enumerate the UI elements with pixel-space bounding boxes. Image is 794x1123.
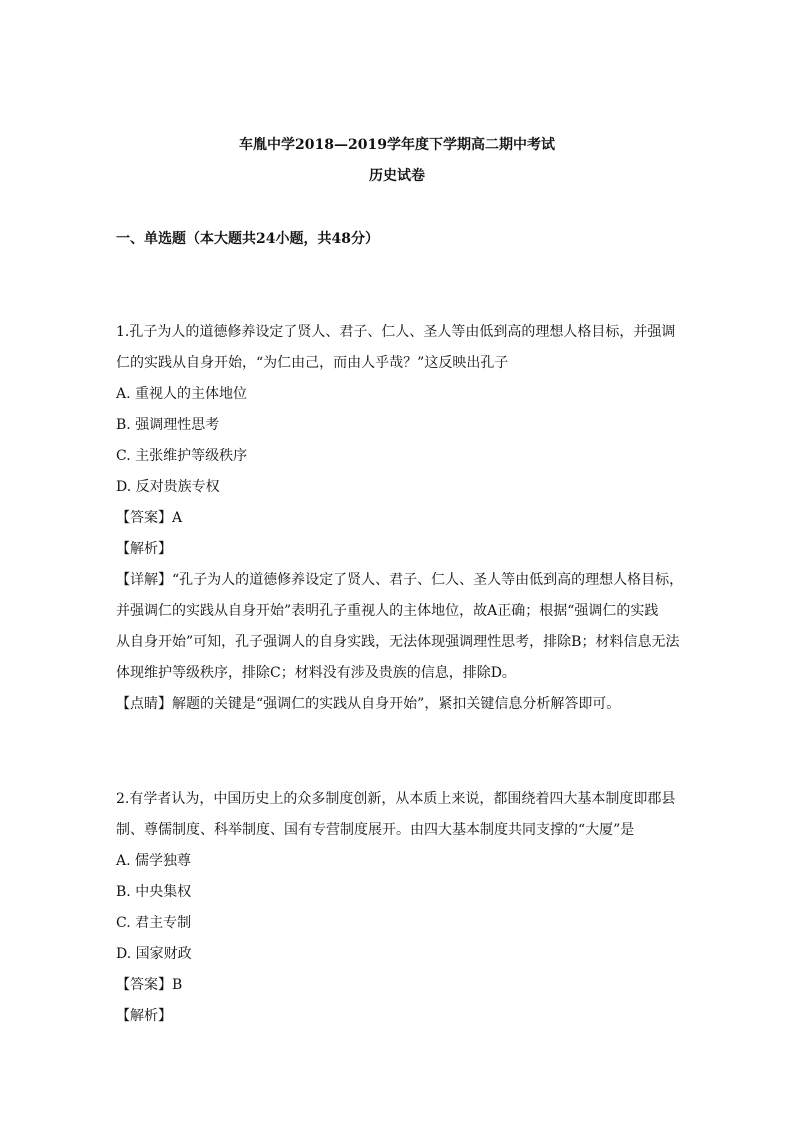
- analysis-label: 【解析】: [116, 541, 172, 557]
- answer: 【答案】B: [116, 977, 183, 993]
- analysis-label: 【解析】: [116, 1008, 172, 1024]
- option-d: D. 国家财政: [116, 946, 192, 962]
- detail-line: 并强调仁的实践从自身开始”表明孔子重视人的主体地位，故A正确；根据“强调仁的实践: [116, 603, 659, 619]
- exam-subtitle: 历史试卷: [369, 168, 425, 184]
- tip: 【点睛】解题的关键是“强调仁的实践从自身开始”，紧扣关键信息分析解答即可。: [116, 696, 621, 712]
- question-stem-line: 2.有学者认为，中国历史上的众多制度创新，从本质上来说，都围绕着四大基本制度即郡县: [116, 791, 676, 807]
- option-a: A. 儒学独尊: [116, 853, 192, 869]
- question-1: [116, 317, 684, 720]
- option-d: D. 反对贵族专权: [116, 479, 220, 495]
- detail-line: 【详解】“孔子为人的道德修养设定了贤人、君子、仁人、圣人等由低到高的理想人格目标，: [116, 572, 684, 588]
- option-b: B. 强调理性思考: [116, 417, 220, 433]
- section-heading: 一、单选题（本大题共24小题，共48分）: [116, 231, 379, 247]
- answer: 【答案】A: [116, 510, 183, 526]
- detail-line: 体现维护等级秩序，排除C；材料没有涉及贵族的信息，排除D。: [116, 665, 516, 681]
- option-c: C. 主张维护等级秩序: [116, 448, 248, 464]
- question-stem-line: 制、尊儒制度、科举制度、国有专营制度展开。由四大基本制度共同支撑的“大厦”是: [116, 822, 635, 838]
- question-stem-line: 仁的实践从自身开始，“为仁由己，而由人乎哉？”这反映出孔子: [116, 355, 509, 371]
- option-a: A. 重视人的主体地位: [116, 386, 248, 402]
- question-stem-line: 1.孔子为人的道德修养设定了贤人、君子、仁人、圣人等由低到高的理想人格目标，并强调: [116, 324, 676, 340]
- option-b: B. 中央集权: [116, 884, 192, 900]
- exam-title: 车胤中学2018—2019学年度下学期高二期中考试: [239, 137, 555, 153]
- question-2: [116, 784, 676, 1032]
- detail-line: 从自身开始”可知，孔子强调人的自身实践，无法体现强调理性思考，排除B；材料信息无法: [116, 634, 680, 650]
- option-c: C. 君主专制: [116, 915, 192, 931]
